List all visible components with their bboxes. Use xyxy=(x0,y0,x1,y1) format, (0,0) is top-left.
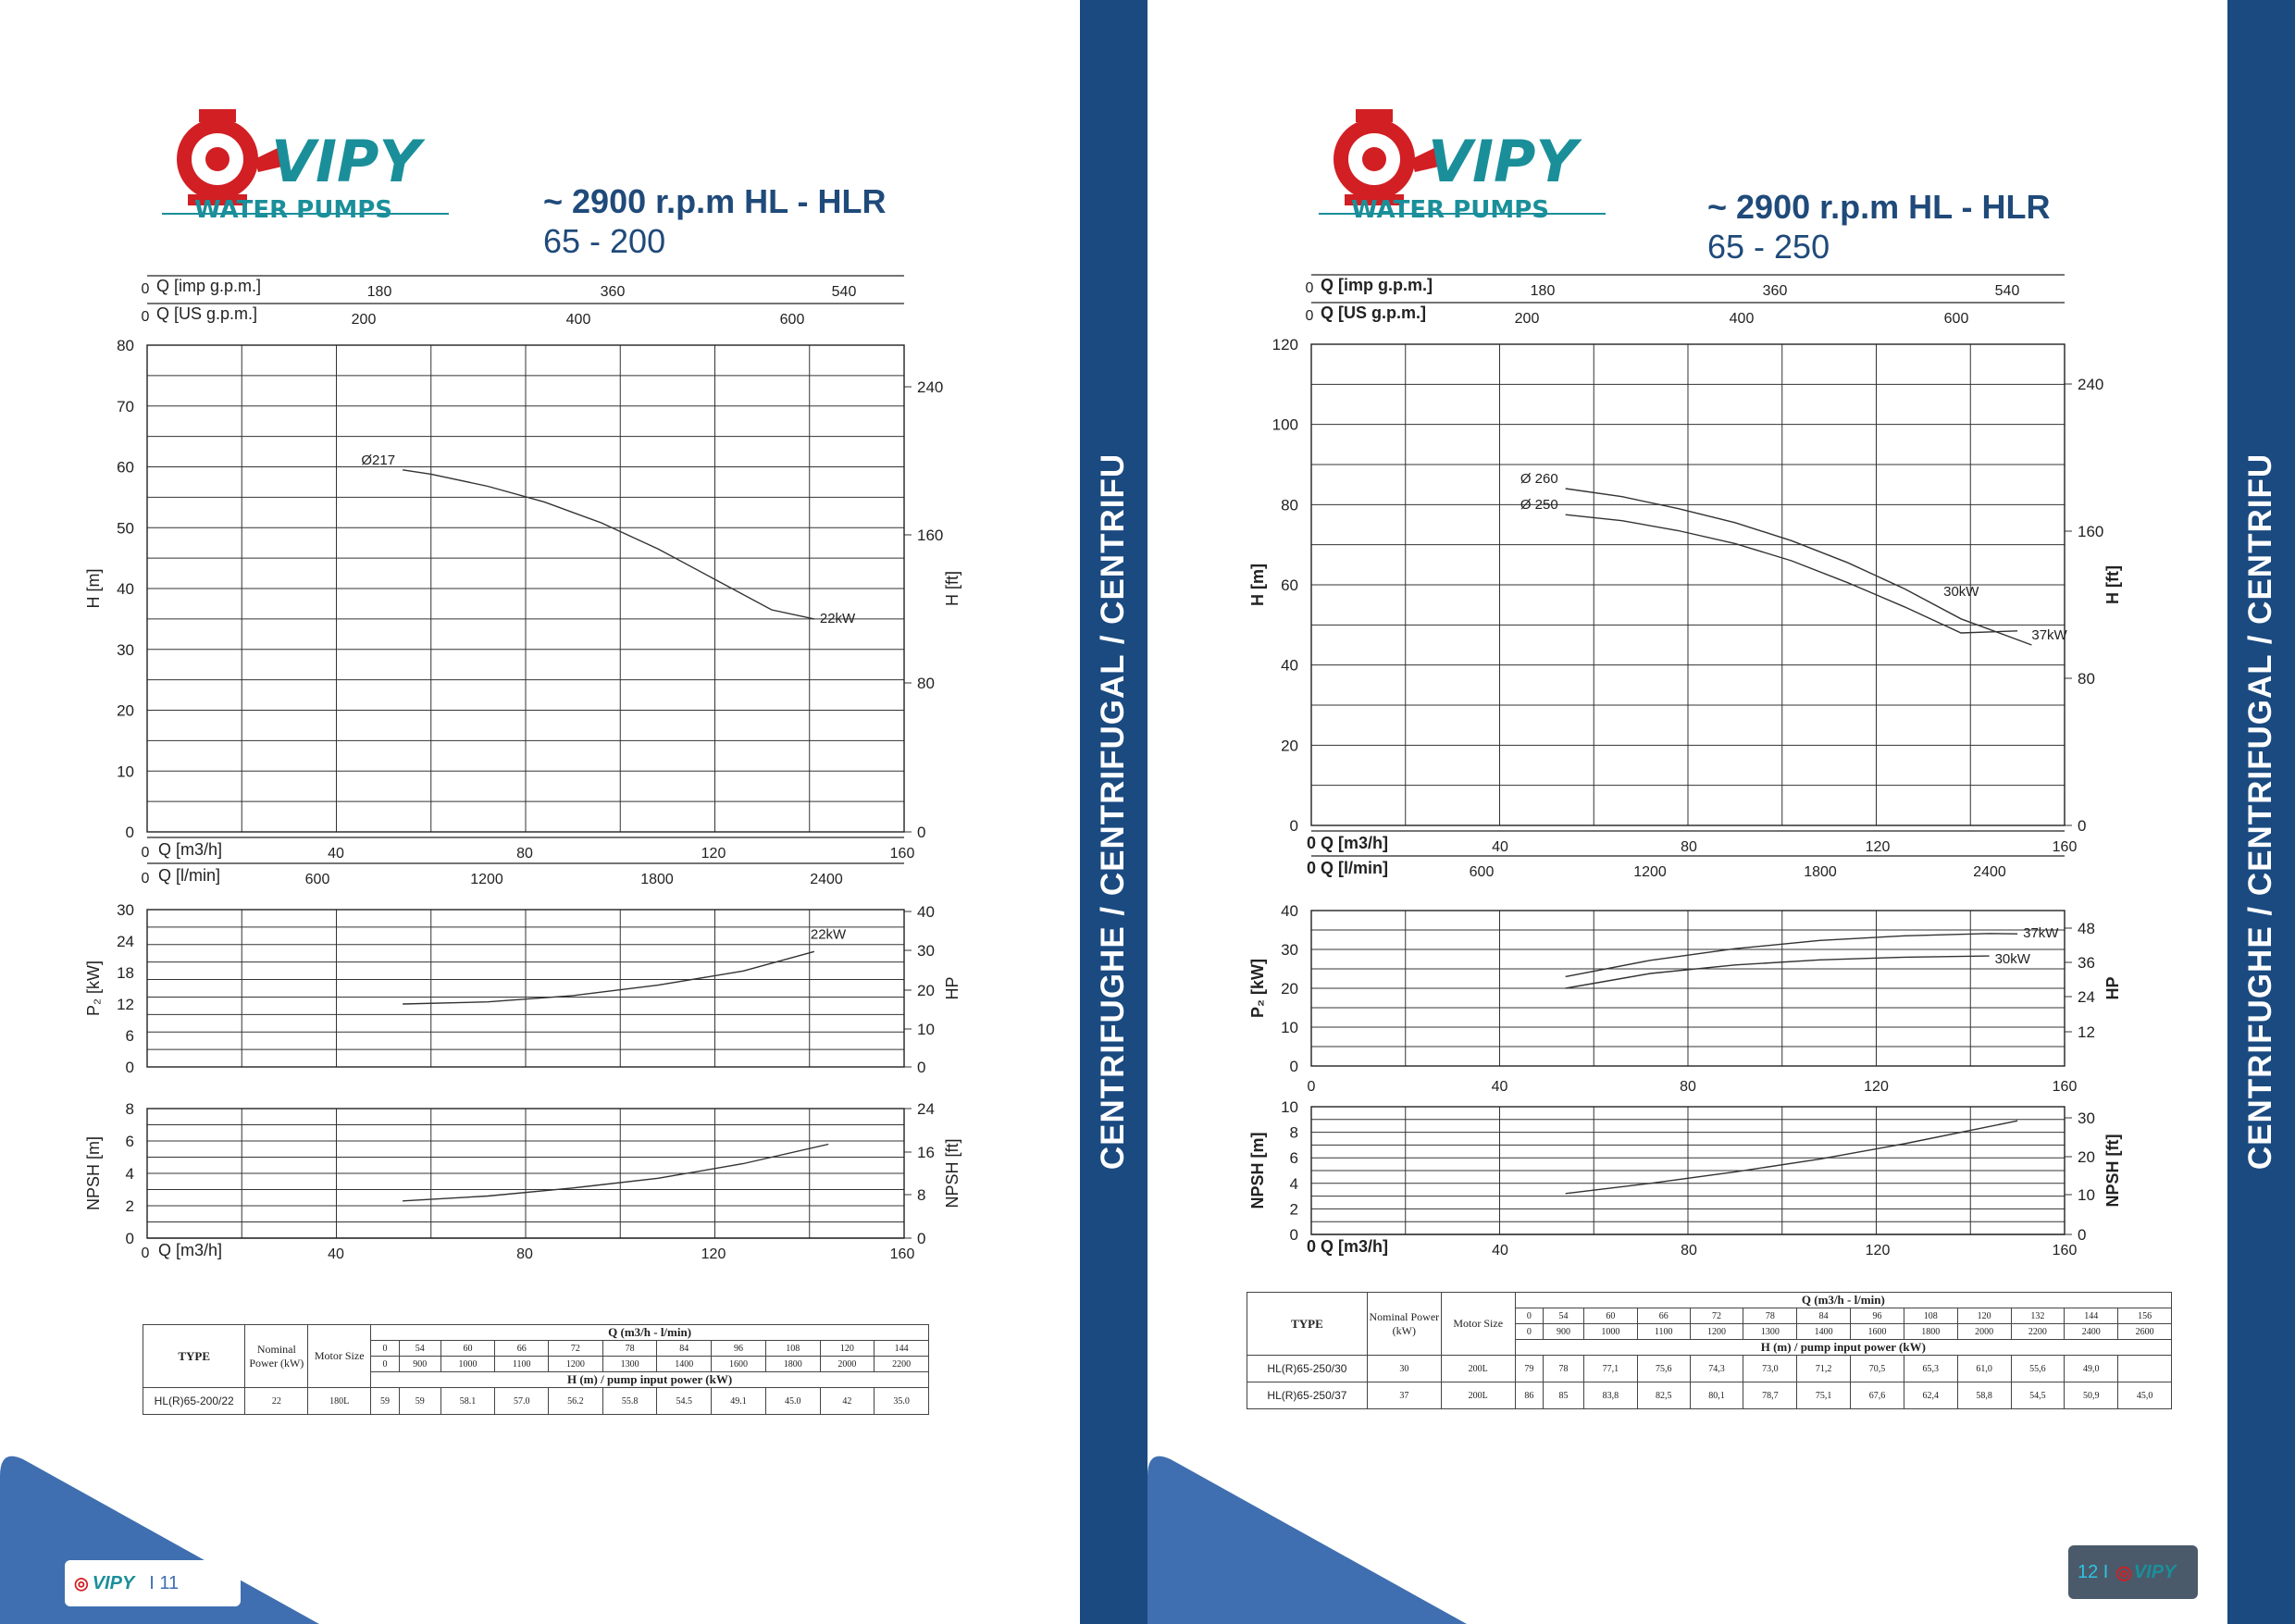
y-tick-label: 0 xyxy=(1289,817,1298,835)
row-value: 49,0 xyxy=(2065,1356,2118,1382)
axis-title: Q [l/min] xyxy=(158,866,221,885)
q-m3h-cell: 96 xyxy=(712,1341,766,1357)
x-tick-label: 160 xyxy=(2052,1243,2078,1258)
y-right-tick-label: 240 xyxy=(917,378,944,396)
x-tick-label: 40 xyxy=(1492,1243,1508,1258)
x-tick-label: 160 xyxy=(889,846,915,862)
x-tick-label: 120 xyxy=(701,846,726,862)
model-title: 65 - 200 xyxy=(543,222,666,260)
y-tick-label: 40 xyxy=(1281,902,1298,920)
x-tick-label: 180 xyxy=(366,284,392,300)
x-tick-label: 80 xyxy=(1681,839,1697,855)
table-row xyxy=(1247,1293,2172,1308)
q-m3h-cell: 120 xyxy=(1957,1308,2011,1324)
y-tick-label: 0 xyxy=(125,1059,134,1076)
y-tick-label: 70 xyxy=(117,397,134,415)
q-m3h-cell: 144 xyxy=(875,1341,929,1357)
x-tick-label: 40 xyxy=(328,846,344,862)
x-tick-label: 360 xyxy=(1762,283,1788,299)
curve-npsh xyxy=(1566,1121,2017,1194)
row-value: 83,8 xyxy=(1584,1382,1638,1409)
x-tick-label: 2400 xyxy=(810,872,843,887)
row-value: 77,1 xyxy=(1584,1356,1638,1382)
q-m3h-cell: 78 xyxy=(602,1341,657,1357)
row-power: 30 xyxy=(1367,1356,1441,1382)
y-tick-label: 40 xyxy=(117,580,134,598)
q-m3h-cell: 120 xyxy=(820,1341,875,1357)
page-title: ~ 2900 r.p.m HL - HLR xyxy=(1707,188,2051,226)
y-axis-label: H [m] xyxy=(84,568,103,609)
y-tick-label: 120 xyxy=(1272,336,1298,353)
x-tick-label: 400 xyxy=(1729,311,1755,327)
row-value: 57.0 xyxy=(495,1388,549,1415)
y-tick-label: 24 xyxy=(117,933,134,950)
row-value: 45.0 xyxy=(765,1388,820,1415)
axis-origin-label: 0 xyxy=(1305,280,1314,296)
y-tick-label: 12 xyxy=(117,996,134,1013)
x-tick-label: 80 xyxy=(1680,1079,1696,1095)
x-tick-label: 600 xyxy=(304,872,330,887)
row-value: 75,1 xyxy=(1797,1382,1851,1409)
q-m3h-cell: 0 xyxy=(1515,1308,1543,1324)
x-tick-label: 1200 xyxy=(470,872,503,887)
x-tick-label: 120 xyxy=(1865,1243,1891,1258)
q-m3h-cell: 72 xyxy=(1690,1308,1743,1324)
curve-Ø217 xyxy=(403,470,814,619)
y-right-tick-label: 36 xyxy=(2078,954,2095,972)
head-header: H (m) / pump input power (kW) xyxy=(1515,1340,2171,1356)
row-value: 67,6 xyxy=(1851,1382,1904,1409)
q-lmin-cell: 1300 xyxy=(1743,1324,1797,1340)
right-page-footer xyxy=(2068,1545,2198,1599)
q-lmin-cell: 1100 xyxy=(495,1357,549,1372)
row-power: 37 xyxy=(1367,1382,1441,1409)
axis-title: Q [US g.p.m.] xyxy=(1321,304,1426,322)
y-tick-label: 30 xyxy=(1281,941,1298,959)
y-tick-label: 4 xyxy=(1289,1174,1298,1193)
q-m3h-cell: 72 xyxy=(549,1341,603,1357)
row-value: 54.5 xyxy=(657,1388,712,1415)
q-lmin-cell: 0 xyxy=(371,1357,400,1372)
footer-logo-icon: ◎ xyxy=(74,1573,89,1593)
row-value: 56.2 xyxy=(549,1388,603,1415)
q-m3h-cell: 0 xyxy=(371,1341,400,1357)
power-label: 30kW xyxy=(1943,583,1979,600)
q-m3h-cell: 66 xyxy=(495,1341,549,1357)
row-value: 71,2 xyxy=(1797,1356,1851,1382)
q-lmin-cell: 2400 xyxy=(2065,1324,2118,1340)
y-tick-label: 2 xyxy=(1289,1200,1298,1219)
x-tick-label: 120 xyxy=(701,1246,726,1262)
x-tick-label: 40 xyxy=(328,1246,344,1262)
footer-brand: VIPY xyxy=(92,1572,135,1593)
q-m3h-cell: 78 xyxy=(1743,1308,1797,1324)
x-tick-label: 80 xyxy=(1681,1243,1697,1258)
x-tick-label: 80 xyxy=(516,846,533,862)
y-right-tick-label: 80 xyxy=(2078,670,2095,688)
row-value: 58.1 xyxy=(440,1388,495,1415)
row-motor: 180L xyxy=(308,1388,371,1415)
curve-22kW xyxy=(403,951,814,1004)
x-tick-label: 540 xyxy=(1994,283,2020,299)
x-tick-label: 120 xyxy=(1865,839,1891,855)
y-tick-label: 80 xyxy=(1281,496,1298,514)
x-tick-label: 120 xyxy=(1864,1079,1889,1095)
q-lmin-cell: 1100 xyxy=(1637,1324,1690,1340)
row-value: 80,1 xyxy=(1690,1382,1743,1409)
y-right-tick-label: 20 xyxy=(917,982,935,999)
x-tick-label: 600 xyxy=(1469,864,1495,880)
row-value: 50,9 xyxy=(2065,1382,2118,1409)
y-tick-label: 18 xyxy=(117,964,134,982)
page-number: 12 I xyxy=(2078,1561,2109,1582)
q-lmin-cell: 1400 xyxy=(657,1357,712,1372)
y-axis-label-right: NPSH [ft] xyxy=(2103,1134,2122,1208)
y-tick-label: 80 xyxy=(117,337,134,354)
q-lmin-cell: 0 xyxy=(1515,1324,1543,1340)
brand-name-top: VIPY xyxy=(271,128,421,195)
x-tick-label: 1800 xyxy=(1804,864,1837,880)
y-right-tick-label: 24 xyxy=(2078,988,2095,1006)
y-right-tick-label: 30 xyxy=(2078,1110,2095,1127)
footer-brand: VIPY xyxy=(2133,1561,2177,1582)
q-lmin-cell: 2000 xyxy=(1957,1324,2011,1340)
y-right-tick-label: 20 xyxy=(2078,1148,2095,1166)
y-tick-label: 0 xyxy=(1289,1226,1298,1244)
row-value: 85 xyxy=(1543,1382,1583,1409)
axis-origin-label: 0 xyxy=(141,871,150,886)
row-value: 62,4 xyxy=(1904,1382,1957,1409)
y-axis-label: NPSH [m] xyxy=(1248,1132,1267,1209)
row-motor: 200L xyxy=(1441,1356,1515,1382)
x-tick-label: 540 xyxy=(831,284,857,300)
x-tick-label: 160 xyxy=(889,1246,915,1262)
power-label: 37kW xyxy=(2031,627,2067,643)
q-m3h-cell: 84 xyxy=(657,1341,712,1357)
x-tick-label: 160 xyxy=(2052,839,2078,855)
q-lmin-cell: 1000 xyxy=(1584,1324,1638,1340)
q-lmin-cell: 900 xyxy=(1543,1324,1583,1340)
row-value: 49.1 xyxy=(712,1388,766,1415)
row-value: 78,7 xyxy=(1743,1382,1797,1409)
y-tick-label: 20 xyxy=(1281,737,1298,755)
y-tick-label: 20 xyxy=(117,701,134,720)
row-value: 82,5 xyxy=(1637,1382,1690,1409)
row-value: 79 xyxy=(1515,1356,1543,1382)
q-header: Q (m3/h - l/min) xyxy=(371,1325,929,1341)
brand-name-bottom: WATER PUMPS xyxy=(1351,196,1550,224)
left-spec-table xyxy=(143,1324,929,1415)
y-tick-label: 0 xyxy=(125,1230,134,1247)
x-tick-label: 360 xyxy=(600,284,626,300)
row-value: 73,0 xyxy=(1743,1356,1797,1382)
y-right-tick-label: 8 xyxy=(917,1186,926,1204)
power-label: 22kW xyxy=(810,926,847,943)
axis-origin-label: 0 xyxy=(141,845,150,861)
left-performance-charts xyxy=(0,0,1081,1295)
row-value: 42 xyxy=(820,1388,875,1415)
y-tick-label: 0 xyxy=(1289,1058,1298,1075)
right-page xyxy=(1148,0,2228,1624)
y-tick-label: 10 xyxy=(1281,1098,1298,1116)
nominal-power-header: Nominal Power (kW) xyxy=(245,1325,308,1388)
side-band-right xyxy=(2227,0,2295,1624)
y-right-tick-label: 0 xyxy=(917,824,926,841)
y-tick-label: 6 xyxy=(125,1027,134,1045)
row-value: 59 xyxy=(399,1388,440,1415)
y-tick-label: 8 xyxy=(125,1100,134,1118)
y-axis-label: NPSH [m] xyxy=(84,1135,103,1211)
q-lmin-cell: 1400 xyxy=(1797,1324,1851,1340)
q-m3h-cell: 54 xyxy=(1543,1308,1583,1324)
y-tick-label: 4 xyxy=(125,1165,134,1183)
q-lmin-cell: 2600 xyxy=(2118,1324,2172,1340)
y-tick-label: 60 xyxy=(1281,576,1298,594)
y-right-tick-label: 10 xyxy=(917,1021,935,1038)
q-m3h-cell: 108 xyxy=(1904,1308,1957,1324)
curve-30kW xyxy=(1566,956,1990,988)
row-value: 35.0 xyxy=(875,1388,929,1415)
x-tick-label: 2400 xyxy=(1973,864,2006,880)
q-lmin-cell: 1200 xyxy=(549,1357,603,1372)
x-tick-label: 600 xyxy=(779,312,805,328)
left-page-footer xyxy=(65,1560,241,1606)
q-lmin-cell: 1000 xyxy=(440,1357,495,1372)
y-right-tick-label: 240 xyxy=(2078,376,2104,393)
nominal-power-header: Nominal Power (kW) xyxy=(1367,1293,1441,1356)
row-type: HL(R)65-250/30 xyxy=(1247,1356,1368,1382)
x-tick-label: 400 xyxy=(565,312,591,328)
y-tick-label: 60 xyxy=(117,458,134,477)
x-tick-label: 40 xyxy=(1491,1079,1508,1095)
y-right-tick-label: 160 xyxy=(2078,523,2104,540)
q-m3h-cell: 96 xyxy=(1851,1308,1904,1324)
x-tick-label: 200 xyxy=(351,312,377,328)
row-value: 75,6 xyxy=(1637,1356,1690,1382)
y-tick-label: 50 xyxy=(117,519,134,538)
x-tick-label: 1800 xyxy=(640,872,674,887)
y-tick-label: 30 xyxy=(117,640,134,659)
q-lmin-cell: 1800 xyxy=(765,1357,820,1372)
y-axis-label-right: H [ft] xyxy=(943,570,961,607)
row-value: 55.8 xyxy=(602,1388,657,1415)
axis-origin-label: 0 xyxy=(141,281,150,297)
row-motor: 200L xyxy=(1441,1382,1515,1409)
y-tick-label: 10 xyxy=(1281,1019,1298,1036)
q-m3h-cell: 54 xyxy=(399,1341,440,1357)
q-lmin-cell: 2000 xyxy=(820,1357,875,1372)
x-tick-label: 600 xyxy=(1943,311,1969,327)
axis-title: 0 Q [m3/h] xyxy=(1307,834,1389,852)
curve-npsh xyxy=(403,1145,828,1201)
row-value: 70,5 xyxy=(1851,1356,1904,1382)
right-performance-charts xyxy=(1148,0,2228,1295)
y-right-tick-label: 0 xyxy=(2078,1226,2087,1244)
row-value: 86 xyxy=(1515,1382,1543,1409)
table-row xyxy=(1247,1356,2172,1382)
y-tick-label: 20 xyxy=(1281,980,1298,998)
side-band-text: CENTRIFUGHE / CENTRIFUGAL / CENTRIFU xyxy=(1095,452,1131,1171)
table-row xyxy=(143,1325,929,1341)
axis-origin-label: 0 xyxy=(1305,308,1314,324)
y-axis-label: P₂ [kW] xyxy=(1248,959,1267,1018)
row-value xyxy=(2118,1356,2172,1382)
y-right-tick-label: 40 xyxy=(917,903,935,921)
q-header: Q (m3/h - l/min) xyxy=(1515,1293,2171,1308)
y-tick-label: 6 xyxy=(1289,1149,1298,1168)
q-m3h-cell: 66 xyxy=(1637,1308,1690,1324)
axis-title: Q [m3/h] xyxy=(158,1241,223,1259)
curve-label: Ø 260 xyxy=(1520,471,1558,487)
x-tick-label: 0 xyxy=(1307,1079,1316,1095)
q-m3h-cell: 156 xyxy=(2118,1308,2172,1324)
corner-triangle xyxy=(1148,1448,1467,1624)
axis-title: 0 Q [l/min] xyxy=(1307,859,1389,877)
y-axis-label-right: HP xyxy=(943,976,961,1000)
brand-name-bottom: WATER PUMPS xyxy=(194,196,393,224)
y-right-tick-label: 80 xyxy=(917,675,935,692)
axis-origin-label: 0 xyxy=(141,1246,150,1261)
q-lmin-cell: 900 xyxy=(399,1357,440,1372)
y-tick-label: 8 xyxy=(1289,1123,1298,1142)
axis-origin-label: 0 xyxy=(141,309,150,325)
y-right-tick-label: 10 xyxy=(2078,1186,2095,1204)
motor-size-header: Motor Size xyxy=(1441,1293,1515,1356)
q-lmin-cell: 2200 xyxy=(875,1357,929,1372)
brand-name-top: VIPY xyxy=(1428,128,1578,195)
y-tick-label: 0 xyxy=(125,824,134,841)
y-tick-label: 2 xyxy=(125,1197,134,1215)
y-right-tick-label: 24 xyxy=(917,1100,935,1118)
y-axis-label-right: HP xyxy=(2103,976,2122,1000)
page-title: ~ 2900 r.p.m HL - HLR xyxy=(543,182,887,220)
curve-Ø 250 xyxy=(1566,514,2017,633)
q-m3h-cell: 84 xyxy=(1797,1308,1851,1324)
row-value: 45,0 xyxy=(2118,1382,2172,1409)
row-value: 78 xyxy=(1543,1356,1583,1382)
y-axis-label-right: H [ft] xyxy=(2103,565,2122,604)
q-lmin-cell: 1200 xyxy=(1690,1324,1743,1340)
row-value: 55,6 xyxy=(2011,1356,2065,1382)
power-label: 22kW xyxy=(819,610,856,626)
row-value: 61,0 xyxy=(1957,1356,2011,1382)
y-axis-label-right: NPSH [ft] xyxy=(943,1138,961,1209)
axis-title: Q [US g.p.m.] xyxy=(156,304,258,323)
q-m3h-cell: 108 xyxy=(765,1341,820,1357)
side-band-text: CENTRIFUGHE / CENTRIFUGAL / CENTRIFU xyxy=(2242,452,2278,1171)
curve-label: Ø217 xyxy=(361,452,396,468)
row-value: 58,8 xyxy=(1957,1382,2011,1409)
left-page xyxy=(0,0,1081,1624)
x-tick-label: 80 xyxy=(516,1246,533,1262)
axis-title: Q [m3/h] xyxy=(158,840,223,859)
y-tick-label: 100 xyxy=(1272,415,1298,434)
y-axis-label: P₂ [kW] xyxy=(84,961,103,1016)
y-right-tick-label: 16 xyxy=(917,1144,935,1161)
power-label: 30kW xyxy=(1994,951,2030,968)
q-lmin-cell: 1600 xyxy=(1851,1324,1904,1340)
row-power: 22 xyxy=(245,1388,308,1415)
q-m3h-cell: 132 xyxy=(2011,1308,2065,1324)
x-tick-label: 160 xyxy=(2052,1079,2078,1095)
row-type: HL(R)65-250/37 xyxy=(1247,1382,1368,1409)
y-right-tick-label: 48 xyxy=(2078,920,2095,937)
table-row xyxy=(1247,1382,2172,1409)
q-lmin-cell: 1800 xyxy=(1904,1324,1957,1340)
row-value: 65,3 xyxy=(1904,1356,1957,1382)
right-spec-table xyxy=(1247,1292,2172,1409)
y-tick-label: 40 xyxy=(1281,656,1298,675)
y-tick-label: 10 xyxy=(117,762,134,781)
axis-title: 0 Q [m3/h] xyxy=(1307,1237,1389,1256)
y-right-tick-label: 12 xyxy=(2078,1023,2095,1041)
x-tick-label: 40 xyxy=(1492,839,1508,855)
page-number: I 11 xyxy=(149,1572,180,1593)
type-header: TYPE xyxy=(143,1325,245,1388)
y-right-tick-label: 160 xyxy=(917,527,944,544)
y-right-tick-label: 0 xyxy=(917,1230,926,1247)
y-axis-label: H [m] xyxy=(1248,564,1267,606)
row-value: 54,5 xyxy=(2011,1382,2065,1409)
footer-logo-icon: ◎ xyxy=(2115,1562,2132,1583)
curve-Ø 260 xyxy=(1566,489,2032,645)
y-tick-label: 30 xyxy=(117,901,134,919)
row-type: HL(R)65-200/22 xyxy=(143,1388,245,1415)
table-row xyxy=(143,1388,929,1415)
type-header: TYPE xyxy=(1247,1293,1368,1356)
axis-title: Q [imp g.p.m.] xyxy=(1321,276,1433,294)
side-band-left xyxy=(1080,0,1148,1624)
q-m3h-cell: 60 xyxy=(1584,1308,1638,1324)
x-tick-label: 180 xyxy=(1530,283,1556,299)
model-title: 65 - 250 xyxy=(1707,228,1830,266)
motor-size-header: Motor Size xyxy=(308,1325,371,1388)
axis-title: Q [imp g.p.m.] xyxy=(156,277,262,295)
y-right-tick-label: 0 xyxy=(2078,817,2087,835)
row-value: 59 xyxy=(371,1388,400,1415)
curve-37kW xyxy=(1566,934,2017,977)
q-lmin-cell: 1600 xyxy=(712,1357,766,1372)
row-value: 74,3 xyxy=(1690,1356,1743,1382)
head-header: H (m) / pump input power (kW) xyxy=(371,1372,929,1388)
q-lmin-cell: 2200 xyxy=(2011,1324,2065,1340)
q-m3h-cell: 60 xyxy=(440,1341,495,1357)
q-m3h-cell: 144 xyxy=(2065,1308,2118,1324)
x-tick-label: 1200 xyxy=(1633,864,1667,880)
curve-label: Ø 250 xyxy=(1520,497,1558,514)
x-tick-label: 200 xyxy=(1514,311,1540,327)
y-right-tick-label: 30 xyxy=(917,942,935,960)
power-label: 37kW xyxy=(2023,925,2059,942)
q-lmin-cell: 1300 xyxy=(602,1357,657,1372)
y-right-tick-label: 0 xyxy=(917,1059,926,1076)
y-tick-label: 6 xyxy=(125,1133,134,1150)
